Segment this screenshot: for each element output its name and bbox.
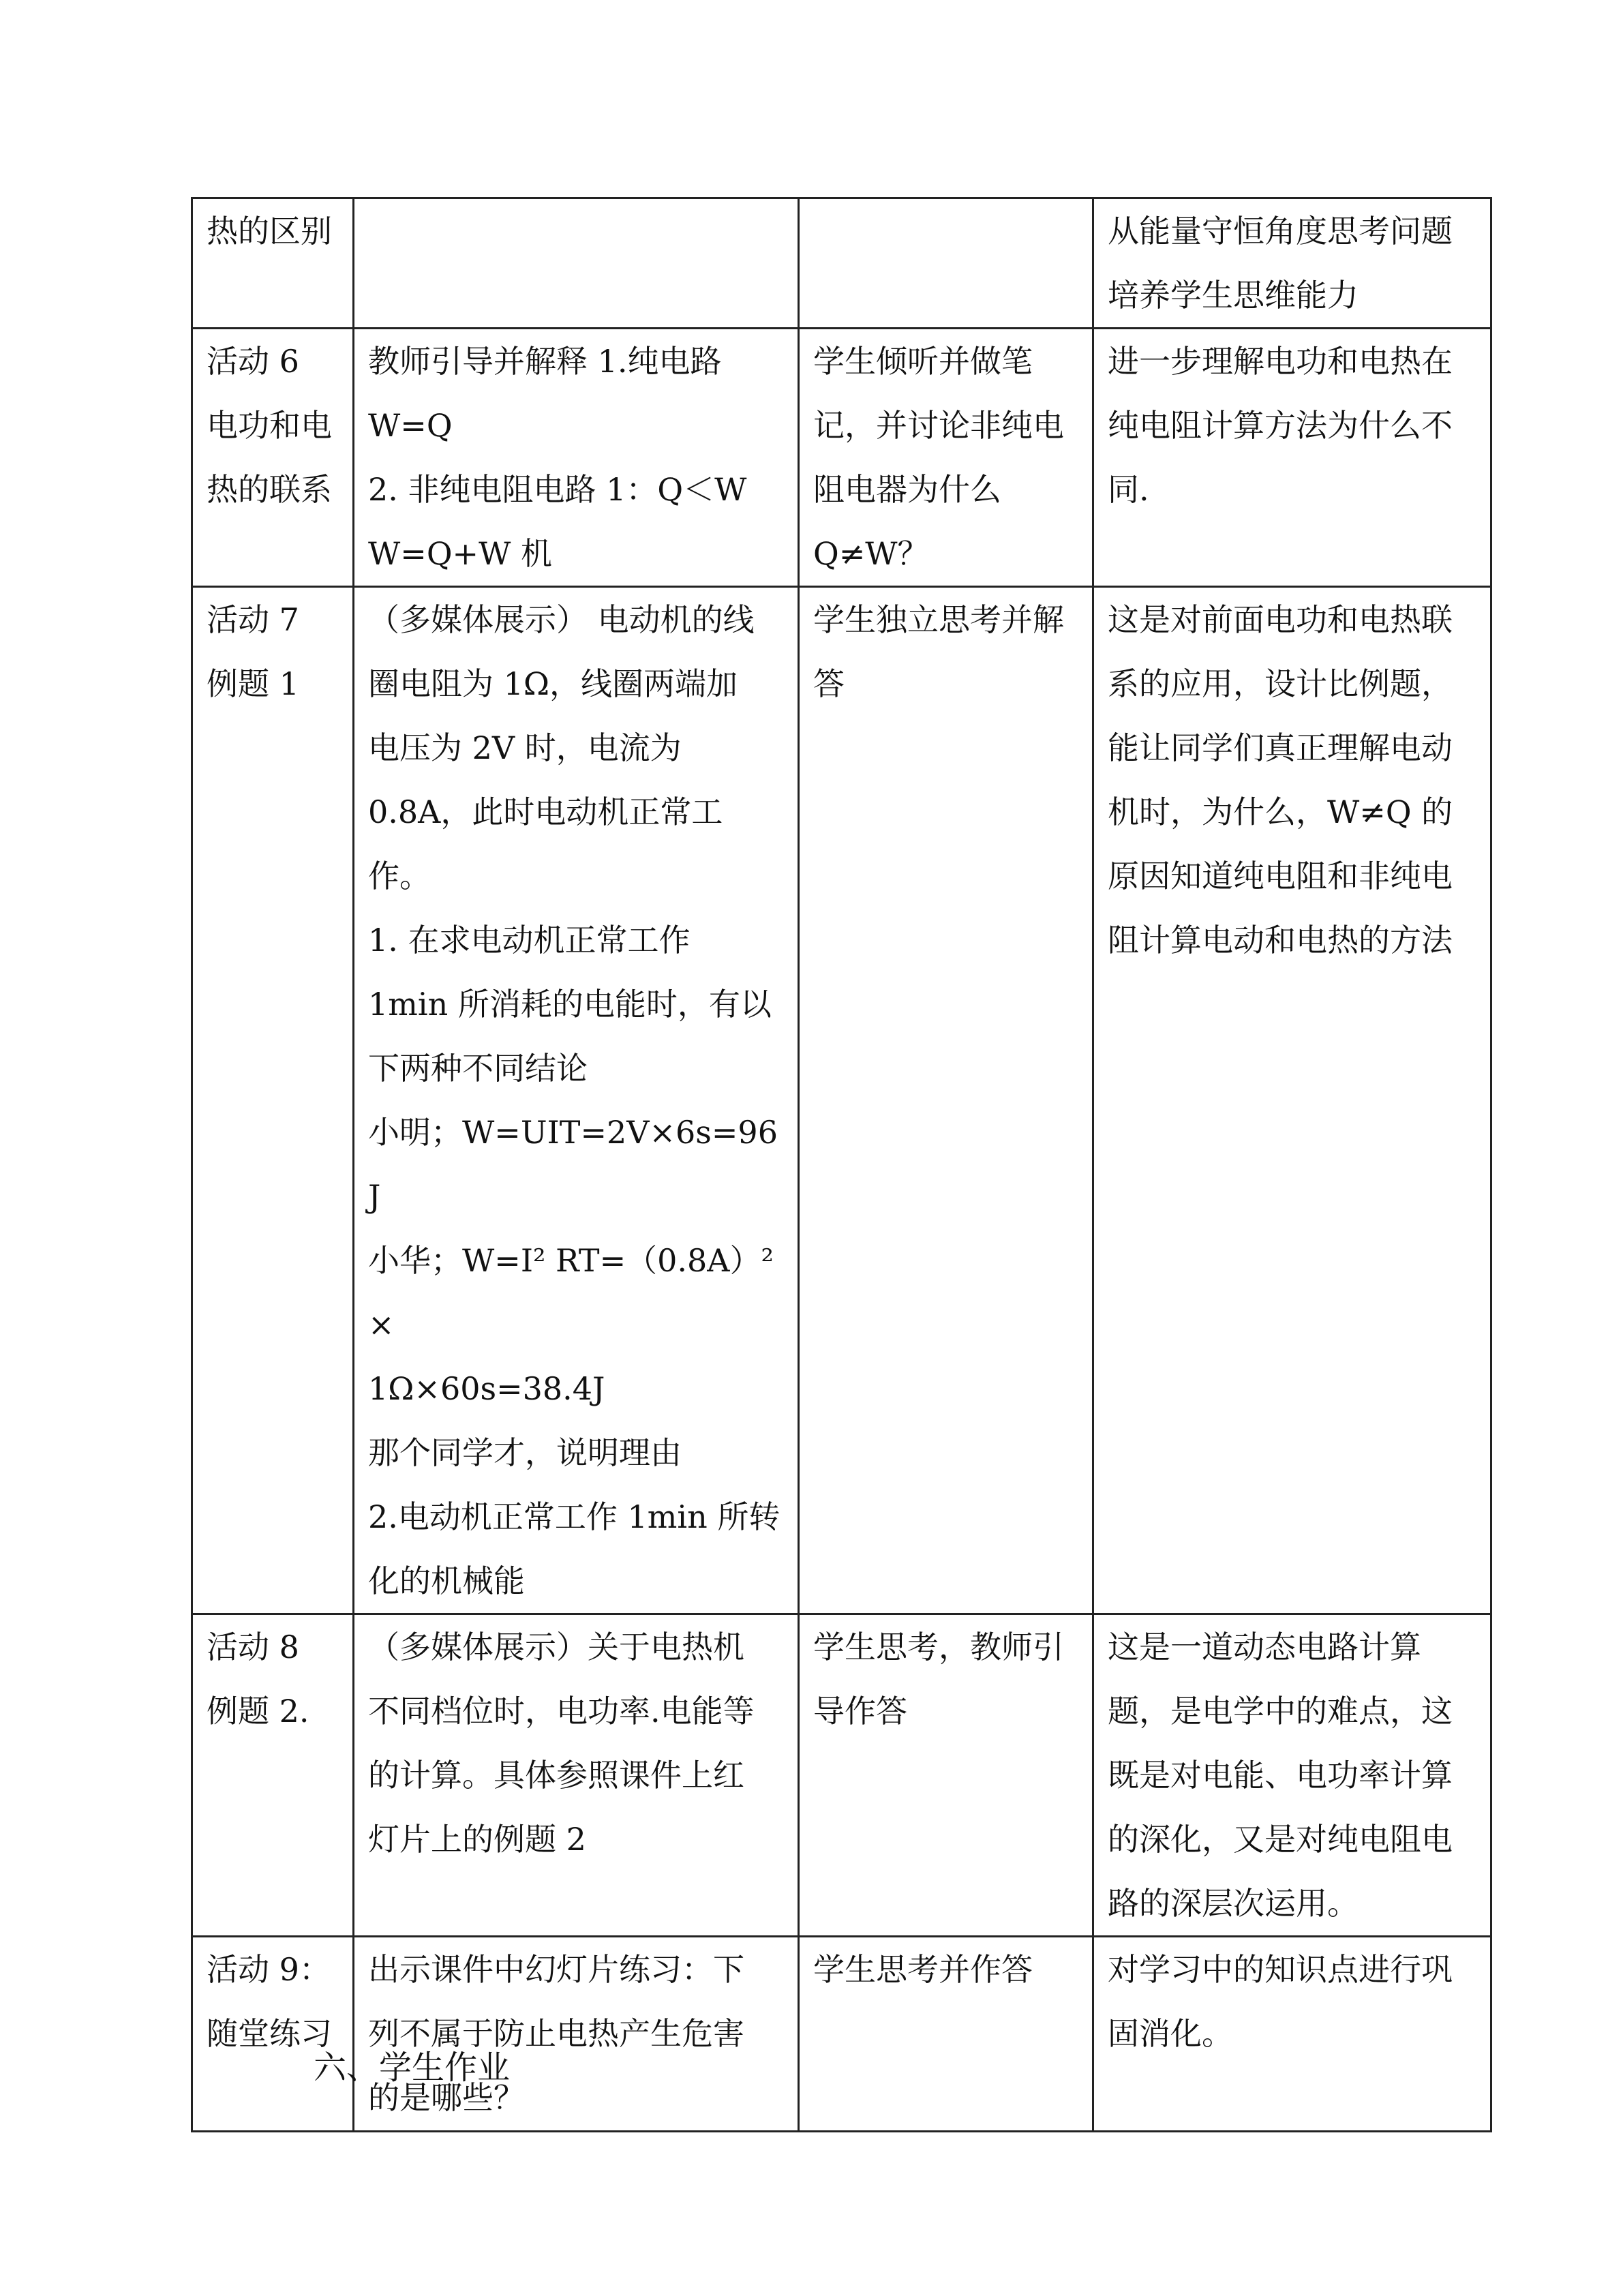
design-intent-text: 对学习中的知识点进行巩 固消化。 bbox=[1108, 1951, 1453, 2052]
student-activity-text: 学生思考并作答 bbox=[813, 1951, 1033, 1988]
student-activity-text: 学生倾听并做笔 记，并讨论非纯电 阻电器为什么 Q≠W？ bbox=[813, 343, 1064, 572]
table-row bbox=[192, 587, 1491, 1614]
activity-text: 活动 8 例题 2. bbox=[207, 1629, 309, 1729]
activity-text: 热的区别 bbox=[207, 213, 332, 250]
student-activity-cell bbox=[799, 1614, 1093, 1937]
design-intent-cell bbox=[1093, 198, 1491, 329]
section-heading: 六、学生作业 bbox=[314, 2049, 511, 2087]
design-intent-text: 这是一道动态电路计算 题，是电学中的难点，这 既是对电能、电功率计算 的深化，又是对纯电阻电 路的深层次运用。 bbox=[1108, 1629, 1453, 1922]
activity-cell bbox=[192, 329, 354, 587]
activity-cell bbox=[192, 1614, 354, 1937]
student-activity-text: 学生独立思考并解 答 bbox=[813, 601, 1064, 702]
design-intent-text: 进一步理解电功和电热在 纯电阻计算方法为什么不 同. bbox=[1108, 343, 1453, 508]
activity-cell bbox=[192, 587, 354, 1614]
table-row bbox=[192, 1937, 1491, 2132]
student-activity-cell bbox=[799, 329, 1093, 587]
design-intent-cell bbox=[1093, 587, 1491, 1614]
design-intent-text: 这是对前面电功和电热联 系的应用，设计比例题， 能让同学们真正理解电动 机时，为什么，W≠Q 的 原因知道纯电阻和非纯电 阻计算电动和电热的方法 bbox=[1108, 601, 1453, 958]
teacher-activity-text: 教师引导并解释 1.纯电路 W=Q 2. 非纯电阻电路 1：Q＜W W=Q+W 机 bbox=[368, 343, 747, 572]
student-activity-text: 学生思考，教师引 导作答 bbox=[813, 1629, 1064, 1729]
activity-text: 活动 7 例题 1 bbox=[207, 601, 299, 702]
table-row bbox=[192, 1614, 1491, 1937]
table-row bbox=[192, 329, 1491, 587]
student-activity-cell bbox=[799, 198, 1093, 329]
teacher-activity-cell bbox=[354, 198, 799, 329]
design-intent-text: 从能量守恒角度思考问题 培养学生思维能力 bbox=[1108, 213, 1453, 314]
teacher-activity-cell bbox=[354, 1614, 799, 1937]
activity-text: 活动 6 电功和电 热的联系 bbox=[207, 343, 332, 508]
teacher-activity-text: 出示课件中幻灯片练习：下 列不属于防止电热产生危害 的是哪些？ bbox=[368, 1951, 744, 2116]
student-activity-cell bbox=[799, 1937, 1093, 2132]
teacher-activity-cell bbox=[354, 587, 799, 1614]
teacher-activity-cell bbox=[354, 329, 799, 587]
teacher-activity-cell bbox=[354, 1937, 799, 2132]
design-intent-cell bbox=[1093, 329, 1491, 587]
design-intent-cell bbox=[1093, 1937, 1491, 2132]
teacher-activity-text: （多媒体展示） 电动机的线 圈电阻为 1Ω，线圈两端加 电压为 2V 时，电流为 0.8A，此时电动机正常工 作。 1. 在求电动机正常工作 1min 所消耗的电能时，有以 下两种不同结论 小明；W=UIT=2V×6s=96J 小华；W=I² RT=（0.8A）² × 1Ω×60s=38.4J 那个同学才，说明理由 2.电动机正常工作 1min 所转 化的机械能 bbox=[368, 601, 780, 1599]
student-activity-cell bbox=[799, 587, 1093, 1614]
design-intent-cell bbox=[1093, 1614, 1491, 1937]
teacher-activity-text: （多媒体展示）关于电热机 不同档位时，电功率.电能等 的计算。具体参照课件上红 灯片上的例题 2 bbox=[368, 1629, 755, 1858]
activity-cell bbox=[192, 198, 354, 329]
activity-text: 活动 9： 随堂练习 bbox=[207, 1951, 332, 2052]
lesson-plan-table bbox=[191, 197, 1492, 2132]
table-row bbox=[192, 198, 1491, 329]
activity-cell bbox=[192, 1937, 354, 2132]
